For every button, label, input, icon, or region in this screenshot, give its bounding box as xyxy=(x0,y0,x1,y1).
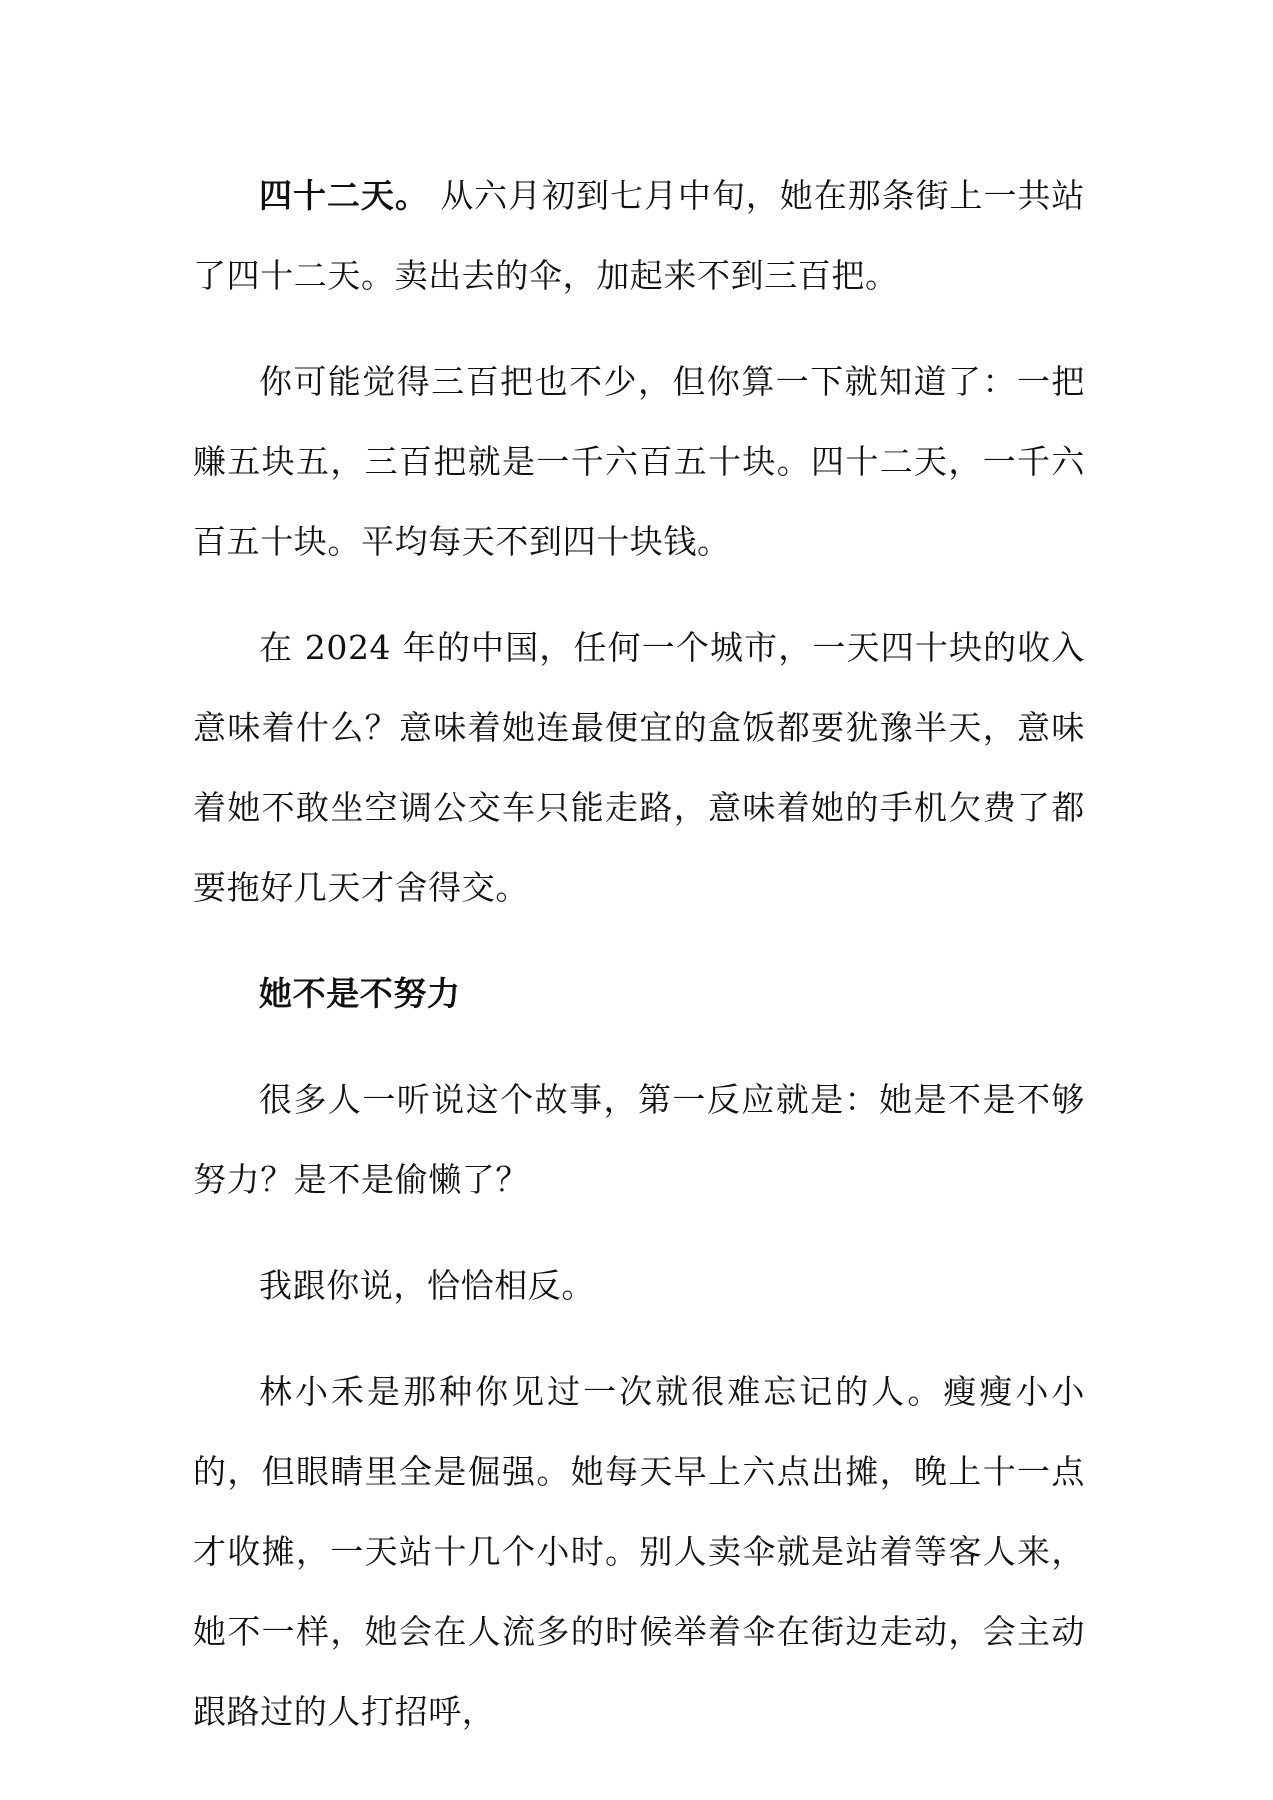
paragraph-question xyxy=(193,1060,1085,1220)
paragraph-description xyxy=(193,1352,1085,1752)
paragraph-calculation xyxy=(193,342,1085,582)
section-heading: 她不是不努力 xyxy=(259,974,461,1013)
paragraph-answer xyxy=(193,1246,1085,1326)
paragraph-text: 我跟你说，恰恰相反。 xyxy=(259,1266,595,1305)
paragraph-text: 在 2024 年的中国，任何一个城市，一天四十块的收入意味着什么？意味着她连最便宜的盒饭都要犹豫半天，意味着她不敢坐空调公交车只能走路，意味着她的手机欠费了都要拖好几天才舍得交。 xyxy=(193,628,1085,907)
paragraph-text: 你可能觉得三百把也不少，但你算一下就知道了：一把赚五块五，三百把就是一千六百五十块。四十二天，一千六百五十块。平均每天不到四十块钱。 xyxy=(193,362,1085,561)
paragraph-forty-two-days xyxy=(193,156,1085,316)
document-body xyxy=(193,156,1085,1778)
paragraph-text: 林小禾是那种你见过一次就很难忘记的人。瘦瘦小小的，但眼睛里全是倔强。她每天早上六点出摊，晚上十一点才收摊，一天站十几个小时。别人卖伞就是站着等客人来，她不一样，她会在人流多的时候举着伞在街边走动，会主动跟路过的人打招呼， xyxy=(193,1372,1085,1731)
paragraph-text: 从六月初到七月中旬，她在那条街上一共站了四十二天。卖出去的伞，加起来不到三百把。 xyxy=(193,176,1086,295)
paragraph-meaning xyxy=(193,608,1085,928)
paragraph-lead-bold: 四十二天。 xyxy=(259,176,429,215)
paragraph-text: 很多人一听说这个故事，第一反应就是：她是不是不够努力？是不是偷懒了？ xyxy=(193,1080,1085,1199)
